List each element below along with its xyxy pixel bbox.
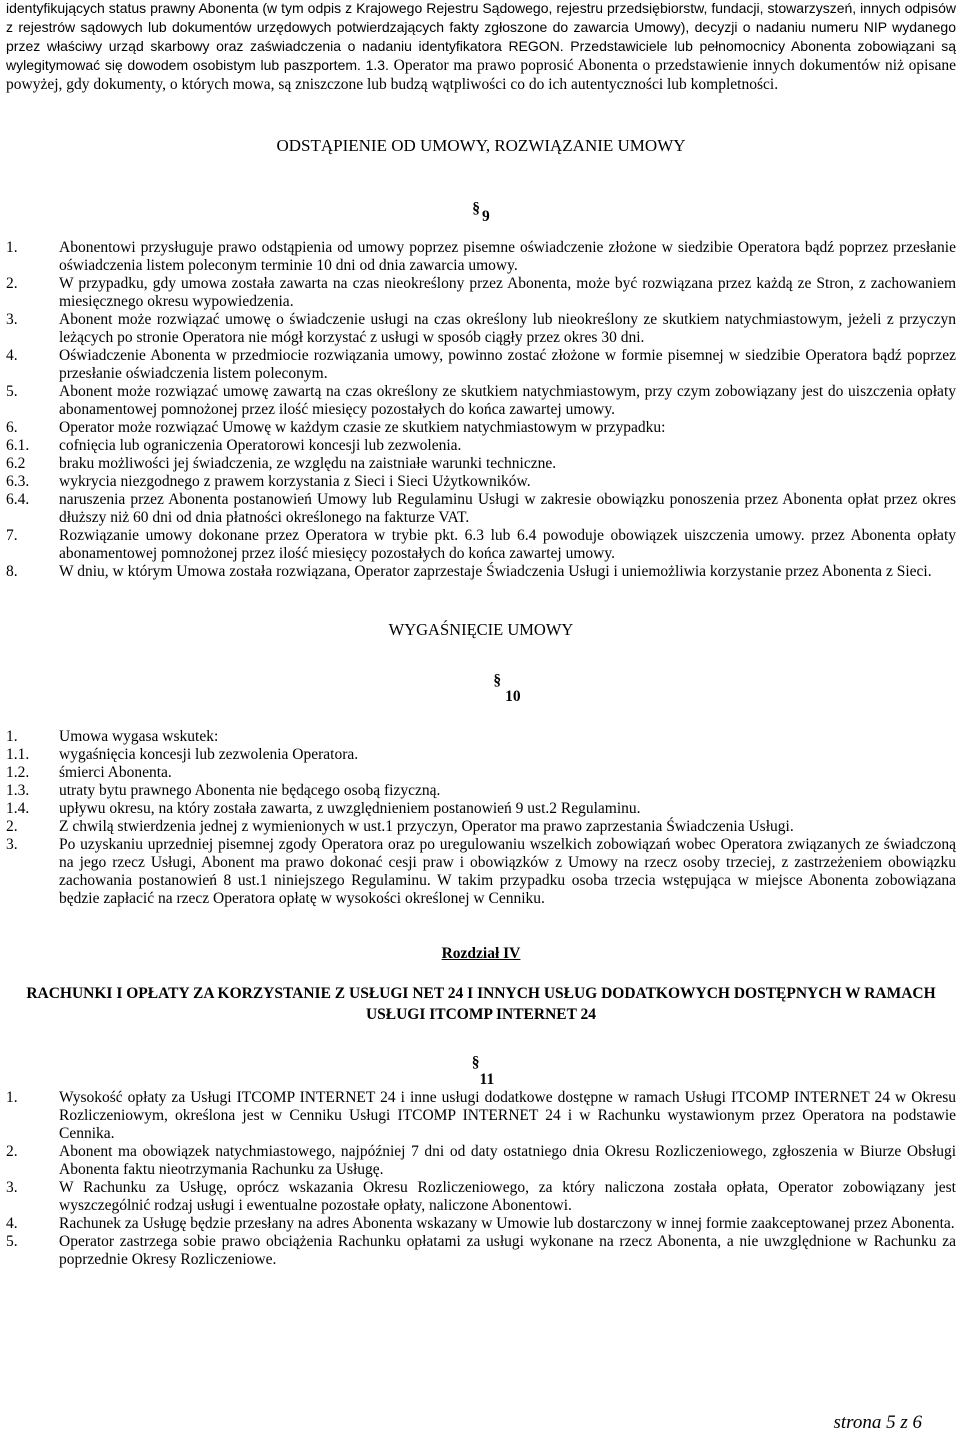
item-text: W przypadku, gdy umowa została zawarta na czas nieokreślony przez Abonenta, może być rozwiązana przez każdą ze Stron, z zachowaniem miesięcznego okresu wypowiedzenia. <box>59 275 956 310</box>
item-text: Abonent może rozwiązać umowę zawartą na czas określony ze skutkiem natychmiastowym, przy czym zobowiązany jest do uiszczenia opłaty abonamentowej pomnożonej przez ilość miesięcy pozostałych do końca zawartej umowy. <box>59 383 956 418</box>
billing-list <box>6 1089 956 1269</box>
list-item <box>6 437 956 455</box>
item-text: Rozwiązanie umowy dokonane przez Operatora w trybie pkt. 6.3 lub 6.4 powoduje obowiązek uiszczenia umowy. przez Abonenta opłaty abonamentowej pomnożonej przez ilość miesięcy pozostałych do końca zawartej umowy. <box>59 527 956 562</box>
paragraph-number: 11 <box>479 1071 495 1088</box>
item-number: 2. <box>6 275 18 292</box>
item-number: 3. <box>6 311 18 328</box>
chapter-label: Rozdział IV <box>441 945 521 962</box>
item-number: 2. <box>6 818 18 835</box>
list-item <box>6 746 956 764</box>
item-text: Abonent może rozwiązać umowę o świadczenie usługi na czas określony lub nieokreślony ze skutkiem natychmiastowym, jeżeli z przyczyn leżących po stronie Operatora nie mógł korzystać z usługi w sposób ciągły przez okres 30 dni. <box>59 311 956 346</box>
item-number: 1.2. <box>6 764 30 781</box>
item-text: Wysokość opłaty za Usługi ITCOMP INTERNET 24 i inne usługi dodatkowe dostępne w ramach Usługi ITCOMP INTERNET 24 w Okresu Rozliczeniowym, określona jest w Cenniku Usługi ITCOMP INTERNET 24 i w Rachunku wystawionym przez Operatora na podstawie Cennika. <box>59 1089 956 1142</box>
item-number: 3. <box>6 836 18 853</box>
item-number: 1.1. <box>6 746 30 763</box>
item-text: naruszenia przez Abonenta postanowień Umowy lub Regulaminu Usługi w zakresie obowiązku ponoszenia przez Abonenta opłat przez okres dłuższy niż 60 dni od dnia płatności określonego na fakturze VAT. <box>59 491 956 526</box>
list-item <box>6 275 956 311</box>
list-item <box>6 1215 956 1233</box>
item-number: 6.4. <box>6 491 30 508</box>
section-sign: § <box>493 672 502 689</box>
intro-paragraph <box>6 0 956 94</box>
list-item <box>6 491 956 527</box>
item-text: Rachunek za Usługę będzie przesłany na adres Abonenta wskazany w Umowie lub dostarczony w innej formie zaakceptowanej przez Abonenta. <box>59 1215 955 1232</box>
item-number: 6. <box>6 419 18 436</box>
section-sign: § <box>472 200 480 217</box>
section-heading-withdrawal: ODSTĄPIENIE OD UMOWY, ROZWIĄZANIE UMOWY <box>276 136 686 155</box>
item-number: 1.4. <box>6 800 30 817</box>
item-number: 8. <box>6 563 18 580</box>
item-text: Oświadczenie Abonenta w przedmiocie rozwiązania umowy, powinno zostać złożone w formie pisemnej w siedzibie Operatora bądź poprzez przesłanie oświadczenia listem poleconym. <box>59 347 956 382</box>
list-item <box>6 527 956 563</box>
list-item <box>6 347 956 383</box>
list-item <box>6 239 956 275</box>
item-number: 3. <box>6 1179 18 1196</box>
item-text: śmierci Abonenta. <box>59 764 172 781</box>
list-item <box>6 419 956 437</box>
list-item <box>6 1233 956 1269</box>
section-heading-expiry: WYGAŚNIĘCIE UMOWY <box>388 620 574 639</box>
item-number: 5. <box>6 383 18 400</box>
item-text: Abonentowi przysługuje prawo odstąpienia od umowy poprzez pisemne oświadczenie złożone w siedzibie Operatora bądź poprzez przesłanie oświadczenia listem poleconym terminie 10 dni od dnia zawarcia umowy. <box>59 239 956 274</box>
item-text: upływu okresu, na który została zawarta, z uwzględnieniem postanowień 9 ust.2 Regulaminu. <box>59 800 641 817</box>
paragraph-number: 10 <box>505 688 521 705</box>
page-number-footer: strona 5 z 6 <box>833 1412 922 1433</box>
withdrawal-list <box>6 239 956 581</box>
paragraph-heading-11 <box>6 1054 956 1089</box>
item-text: Operator może rozwiązać Umowę w każdym czasie ze skutkiem natychmiastowym w przypadku: <box>59 419 666 436</box>
item-number: 2. <box>6 1143 18 1160</box>
item-number: 6.1. <box>6 437 30 454</box>
document-page <box>6 0 956 1269</box>
list-item <box>6 728 956 746</box>
item-number: 1. <box>6 1089 18 1106</box>
item-number: 7. <box>6 527 18 544</box>
list-item <box>6 1089 956 1143</box>
intro-text-sans: identyfikujących status prawny Abonenta (w tym odpis z Krajowego Rejestru Sądowego, rejestru przedsiębiorstw, fundacji, stowarzyszeń, innych odpisów z rejestrów sądowych lub dokumentów urzędowych potwierdzających fakty zgłoszone do zawarcia Umowy), decyzji o nadaniu numeru NIP wydanego przez właściwy urząd skarbowy oraz zaświadczenia o nadaniu identyfikatora REGON. Przedstawiciele lub pełnomocnicy Abonenta zobowiązani są wylegitymować się dowodem osobistym lub paszportem. 1.3. <box>6 0 956 73</box>
item-text: Abonent ma obowiązek natychmiastowego, najpóźniej 7 dni od daty ostatniego dnia Okresu Rozliczeniowego, zgłoszenia w Biurze Obsługi Abonenta faktu nieotrzymania Rachunku za Usługę. <box>59 1143 956 1178</box>
list-item <box>6 764 956 782</box>
list-item <box>6 455 956 473</box>
item-text: W dniu, w którym Umowa została rozwiązana, Operator zaprzestaje Świadczenia Usługi i uniemożliwia korzystanie przez Abonenta z Sieci. <box>59 563 932 580</box>
item-text: W Rachunku za Usługę, oprócz wskazania Okresu Rozliczeniowego, za który naliczona została opłata, Operator zobowiązany jest wyszczególnić rodzaj usługi i ewentualne pozostałe opłaty, naliczone Abonentowi. <box>59 1179 956 1214</box>
item-number: 1. <box>6 239 18 256</box>
item-text: Po uzyskaniu uprzedniej pisemnej zgody Operatora oraz po uregulowaniu wszelkich zobowiązań wobec Operatora związanych ze świadczoną na jego rzecz Usługi, Abonent ma prawo dokonać cesji praw i obowiązków z Umowy na rzecz osoby trzeciej, z zastrzeżeniem obowiązku zachowania postanowień 8 ust.1 niniejszego Regulaminu. W takim przypadku osoba trzecia wstępująca w miejsce Abonenta zobowiązana będzie zapłacić na rzecz Operatora opłatę w wysokości określonej w Cenniku. <box>59 836 956 907</box>
paragraph-number: 9 <box>482 208 490 225</box>
item-number: 6.2 <box>6 455 26 472</box>
item-text: Z chwilą stwierdzenia jednej z wymienionych w ust.1 przyczyn, Operator ma prawo zaprzestania Świadczenia Usługi. <box>59 818 794 835</box>
item-text: utraty bytu prawnego Abonenta nie będącego osobą fizyczną. <box>59 782 441 799</box>
list-item <box>6 383 956 419</box>
item-text: Operator zastrzega sobie prawo obciążenia Rachunku opłatami za usługi wykonane na rzecz Abonenta, a nie uwzględnione w Rachunku za poprzednie Okresy Rozliczeniowe. <box>59 1233 956 1268</box>
item-text: Umowa wygasa wskutek: <box>59 728 219 745</box>
intro-text-serif: Operator ma prawo poprosić Abonenta o przedstawienie innych dokumentów niż opisane powyżej, gdy dokumenty, o których mowa, są zniszczone lub budzą wątpliwości co do ich autentyczności lub kompletności. <box>6 57 956 93</box>
expiry-list <box>6 728 956 908</box>
item-text: braku możliwości jej świadczenia, ze względu na zaistniałe warunki techniczne. <box>59 455 557 472</box>
paragraph-heading-10 <box>6 672 956 706</box>
item-text: wykrycia niezgodnego z prawem korzystania z Sieci i Sieci Użytkowników. <box>59 473 531 490</box>
item-number: 5. <box>6 1233 18 1250</box>
section-sign: § <box>471 1054 480 1071</box>
list-item <box>6 782 956 800</box>
list-item <box>6 800 956 818</box>
paragraph-heading-9 <box>6 200 956 226</box>
item-number: 4. <box>6 347 18 364</box>
list-item <box>6 473 956 491</box>
item-number: 4. <box>6 1215 18 1232</box>
item-number: 6.3. <box>6 473 30 490</box>
list-item <box>6 1179 956 1215</box>
list-item <box>6 563 956 581</box>
list-item <box>6 311 956 347</box>
item-text: cofnięcia lub ograniczenia Operatorowi koncesji lub zezwolenia. <box>59 437 462 454</box>
item-text: wygaśnięcia koncesji lub zezwolenia Operatora. <box>59 746 359 763</box>
list-item <box>6 836 956 908</box>
list-item <box>6 1143 956 1179</box>
list-item <box>6 818 956 836</box>
item-number: 1. <box>6 728 18 745</box>
item-number: 1.3. <box>6 782 30 799</box>
chapter-title: RACHUNKI I OPŁATY ZA KORZYSTANIE Z USŁUGI NET 24 I INNYCH USŁUG DODATKOWYCH DOSTĘPNYCH W RAMACH USŁUGI ITCOMP INTERNET 24 <box>26 985 936 1023</box>
